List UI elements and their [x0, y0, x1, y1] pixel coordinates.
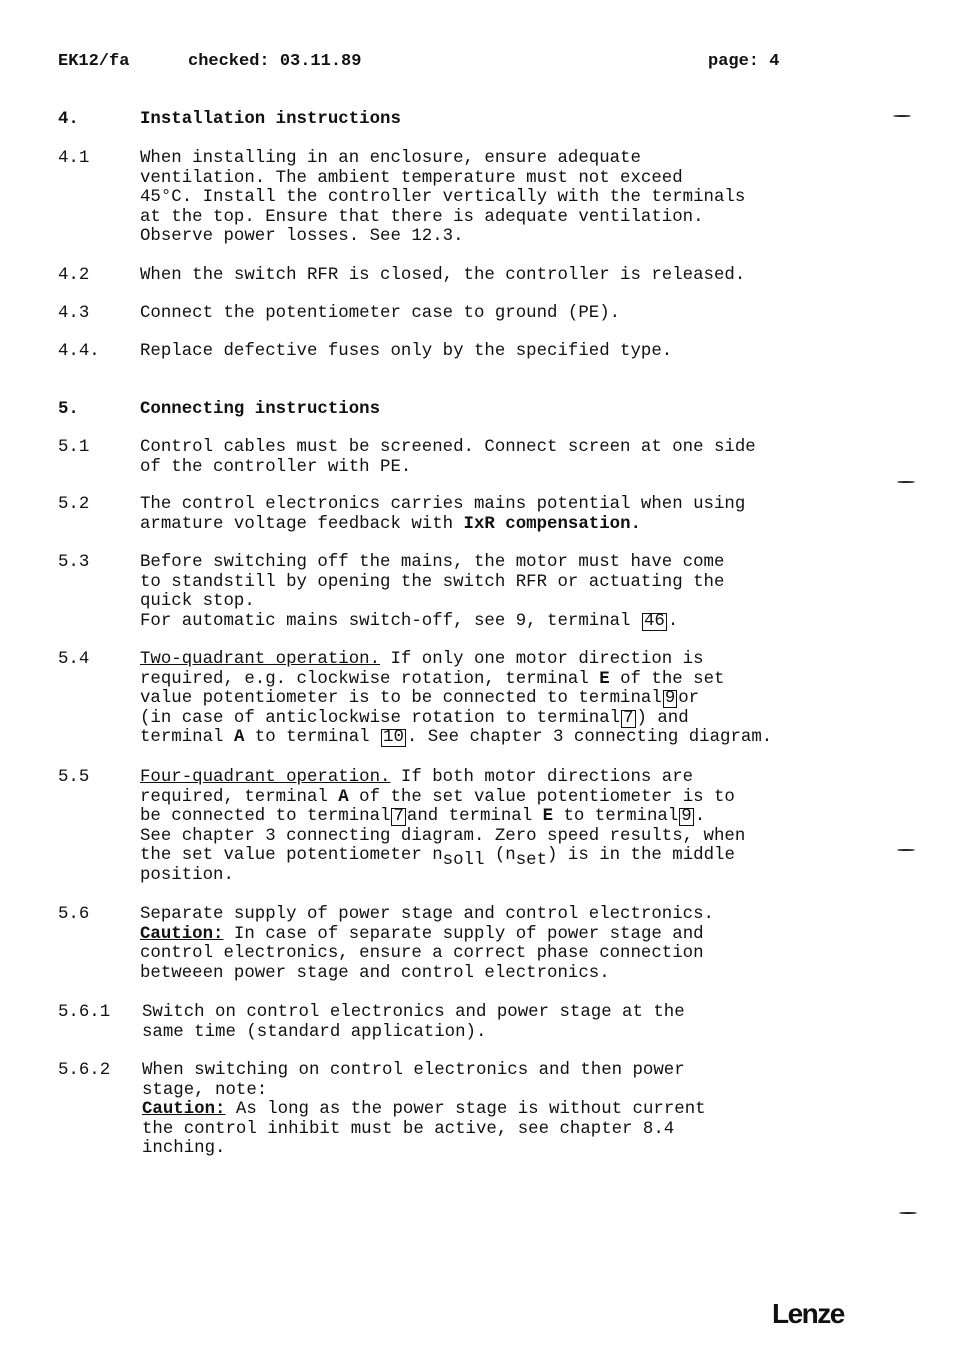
- text-line: When installing in an enclosure, ensure adequate: [140, 149, 641, 168]
- text-fragment: required, e.g. clockwise rotation, terminal: [140, 669, 600, 689]
- document-id: EK12/fa: [58, 52, 130, 71]
- text-fragment: to terminal: [244, 728, 381, 748]
- text-line: Before switching off the mains, the motor must have come: [140, 553, 725, 572]
- section-title: Installation instructions: [140, 110, 401, 129]
- text-line: See chapter 3 connecting diagram. Zero speed results, when: [140, 826, 746, 846]
- paragraph-number: 5.6.1: [58, 1003, 111, 1022]
- text-fragment: of the set: [609, 669, 725, 689]
- lenze-logo: Lenze: [772, 1298, 844, 1329]
- text-fragment: As long as the power stage is without current: [225, 1100, 706, 1120]
- text-fragment: For automatic mains switch-off, see 9, terminal: [140, 611, 641, 631]
- paragraph-number: 5.4: [58, 650, 90, 669]
- text-fragment: If both motor directions are: [390, 768, 694, 787]
- text-fragment: or: [678, 689, 700, 709]
- text-line: 45°C. Install the controller vertically with the terminals: [140, 188, 746, 208]
- terminal-letter-e: E: [599, 669, 610, 689]
- text-line: to standstill by opening the switch RFR or actuating the: [140, 572, 725, 592]
- text-line: quick stop.: [140, 592, 255, 612]
- text-fragment: terminal: [140, 728, 234, 748]
- text-fragment: In case of separate supply of power stage and: [223, 924, 704, 944]
- text-line: Replace defective fuses only by the specified type.: [140, 342, 673, 361]
- text-fragment: the set value potentiometer n: [140, 846, 443, 866]
- terminal-letter-e: E: [542, 807, 554, 827]
- text-line: same time (standard application).: [142, 1022, 487, 1042]
- text-fragment: (in case of anticlockwise rotation to terminal: [140, 708, 621, 728]
- text-line: ventilation. The ambient temperature must not exceed: [140, 168, 683, 188]
- text-fragment: value potentiometer is to be connected to terminal: [140, 689, 662, 709]
- terminal-box-9: 9: [681, 807, 692, 827]
- paragraph-number: 5.3: [58, 553, 90, 572]
- text-line: Observe power losses. See 12.3.: [140, 227, 464, 247]
- caution-label: Caution:: [140, 924, 224, 944]
- terminal-box-10: 10: [383, 728, 404, 748]
- paragraph-number: 4.4.: [58, 342, 100, 361]
- text-line: of the controller with PE.: [140, 457, 412, 477]
- text-fragment: (n: [484, 846, 516, 866]
- two-quadrant-heading: Two-quadrant operation.: [140, 650, 381, 669]
- text-line: Separate supply of power stage and control electronics.: [140, 905, 714, 924]
- paragraph-number: 5.5: [58, 768, 90, 787]
- terminal-box-9: 9: [664, 689, 676, 709]
- text-line: the control inhibit must be active, see chapter 8.4: [142, 1119, 675, 1139]
- text-fragment: required, terminal: [140, 787, 339, 807]
- text-fragment: and terminal: [406, 807, 543, 827]
- text-fragment: armature voltage feedback with: [140, 514, 464, 534]
- section-number: 4.: [58, 110, 79, 129]
- section-title: Connecting instructions: [140, 400, 381, 419]
- terminal-box-7: 7: [393, 807, 404, 827]
- text-line: Switch on control electronics and power stage at the: [142, 1003, 685, 1022]
- caution-label: Caution:: [142, 1100, 226, 1120]
- text-line: betweeen power stage and control electronics.: [140, 963, 610, 983]
- text-line: When switching on control electronics and then power: [142, 1061, 685, 1080]
- text-fragment: be connected to terminal: [140, 807, 391, 827]
- margin-mark: [899, 1212, 917, 1214]
- text-line: position.: [140, 865, 234, 885]
- paragraph-number: 5.2: [58, 495, 90, 514]
- section-number: 5.: [58, 400, 79, 419]
- paragraph-number: 4.2: [58, 266, 90, 285]
- text-line: control electronics, ensure a correct phase connection: [140, 944, 704, 964]
- four-quadrant-heading: Four-quadrant operation.: [140, 768, 391, 787]
- paragraph-number: 5.1: [58, 438, 90, 457]
- paragraph-number: 4.3: [58, 304, 90, 323]
- text-fragment: .: [694, 807, 706, 827]
- text-line: The control electronics carries mains potential when using: [140, 495, 746, 514]
- text-fragment: ) and: [636, 708, 689, 728]
- checked-date: checked: 03.11.89: [188, 52, 362, 71]
- text-line: Control cables must be screened. Connect screen at one side: [140, 438, 756, 457]
- terminal-letter-a: A: [338, 787, 349, 807]
- text-line: at the top. Ensure that there is adequate ventilation.: [140, 207, 704, 227]
- text-line: Connect the potentiometer case to ground (PE).: [140, 304, 621, 323]
- terminal-box-46: 46: [643, 611, 665, 631]
- subscript-set: set: [515, 851, 548, 871]
- margin-mark: [897, 481, 915, 483]
- paragraph-number: 4.1: [58, 149, 90, 168]
- text-fragment: ) is in the middle: [547, 846, 735, 866]
- text-fragment: If only one motor direction is: [380, 650, 704, 669]
- subscript-soll: soll: [442, 851, 485, 871]
- text-fragment: of the set value potentiometer is to: [348, 787, 735, 807]
- text-fragment: to terminal: [553, 807, 679, 827]
- margin-mark: [893, 115, 911, 117]
- terminal-letter-a: A: [233, 728, 245, 748]
- paragraph-number: 5.6.2: [58, 1061, 111, 1080]
- text-line: inching.: [142, 1139, 226, 1159]
- paragraph-number: 5.6: [58, 905, 90, 924]
- margin-mark: [897, 849, 915, 851]
- text-fragment: .: [667, 611, 679, 631]
- page-number: page: 4: [708, 52, 780, 71]
- text-line: When the switch RFR is closed, the controller is released.: [140, 266, 746, 285]
- terminal-box-7: 7: [623, 708, 634, 728]
- ixr-compensation-text: IxR compensation.: [463, 514, 641, 534]
- text-fragment: . See chapter 3 connecting diagram.: [406, 728, 773, 748]
- text-line: stage, note:: [142, 1080, 268, 1100]
